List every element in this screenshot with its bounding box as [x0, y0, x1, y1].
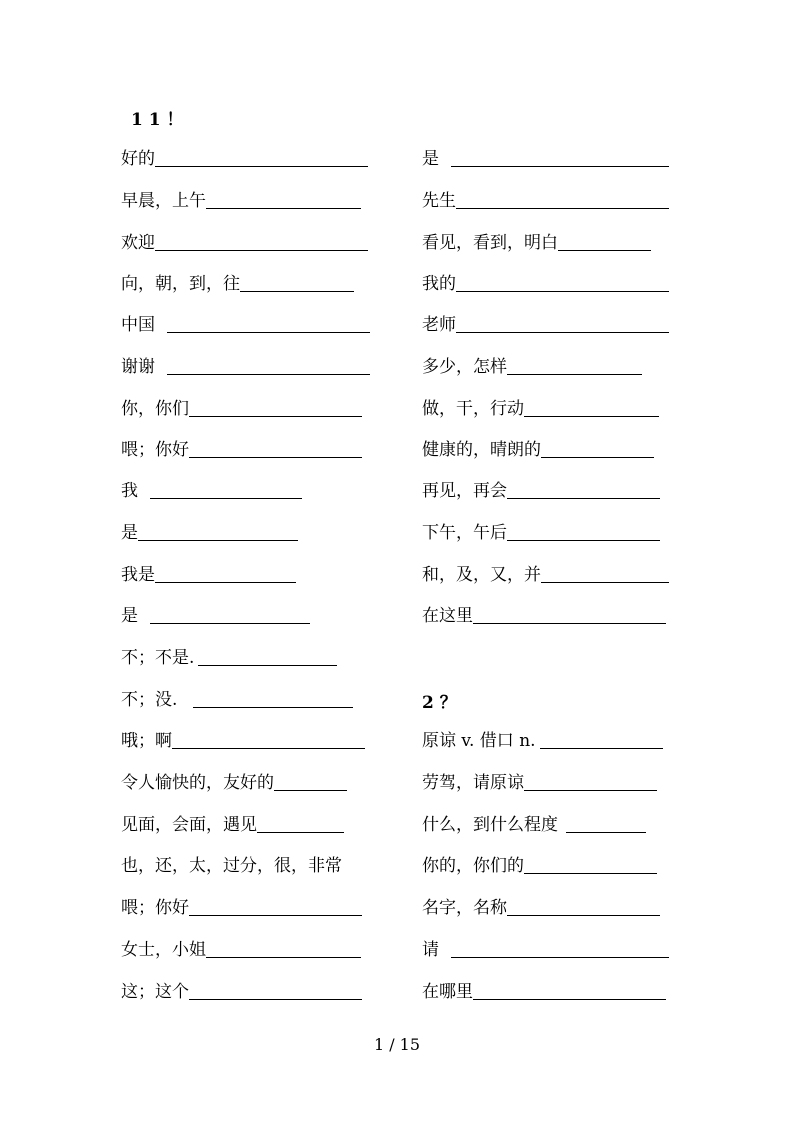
answer-blank[interactable]: [193, 689, 353, 708]
vocab-label: 是: [121, 523, 138, 543]
vocab-label: 不；不是.: [121, 648, 195, 668]
vocab-entry: [121, 771, 347, 795]
vocab-label: 不；没.: [121, 690, 178, 710]
answer-blank[interactable]: [274, 772, 347, 791]
vocab-entry: [422, 813, 646, 837]
answer-blank[interactable]: [172, 730, 365, 749]
answer-blank[interactable]: [150, 480, 302, 499]
vocab-entry: [121, 980, 362, 1004]
vocab-entry: [422, 231, 651, 255]
vocab-entry: [121, 646, 337, 670]
vocab-label: 劳驾，请原谅: [422, 773, 524, 793]
vocab-entry: [121, 896, 362, 920]
vocab-label: 请: [422, 940, 439, 960]
vocab-entry: [121, 854, 342, 878]
unit1-heading: 1 1 ！: [131, 110, 184, 130]
vocab-label: 是: [121, 606, 138, 626]
vocab-entry: [121, 729, 365, 753]
vocab-label: 见面，会面，遇见: [121, 815, 257, 835]
vocab-label: 你，你们: [121, 399, 189, 419]
vocab-label: 女士，小姐: [121, 940, 206, 960]
vocab-label: 这；这个: [121, 982, 189, 1002]
vocab-entry: [121, 189, 361, 213]
vocab-entry: [121, 272, 354, 296]
vocab-label: 哦；啊: [121, 731, 172, 751]
vocab-label: 原谅 v. 借口 n.: [422, 731, 536, 751]
vocab-label: 在这里: [422, 606, 473, 626]
vocab-entry: [121, 813, 344, 837]
vocab-label: 早晨，上午: [121, 191, 206, 211]
answer-blank[interactable]: [541, 439, 654, 458]
answer-blank[interactable]: [456, 314, 669, 333]
answer-blank[interactable]: [507, 897, 660, 916]
answer-blank[interactable]: [558, 232, 651, 251]
answer-blank[interactable]: [473, 605, 666, 624]
vocab-label: 向，朝，到，往: [121, 274, 240, 294]
vocab-label: 我是: [121, 565, 155, 585]
answer-blank[interactable]: [456, 273, 669, 292]
answer-blank[interactable]: [198, 647, 337, 666]
answer-blank[interactable]: [155, 148, 368, 167]
vocab-entry: [422, 438, 654, 462]
answer-blank[interactable]: [541, 564, 669, 583]
answer-blank[interactable]: [189, 897, 362, 916]
vocab-entry: [121, 355, 370, 379]
vocab-entry: [422, 938, 669, 962]
vocab-label: 做，干，行动: [422, 399, 524, 419]
vocab-entry: [121, 688, 353, 712]
vocab-label: 下午，午后: [422, 523, 507, 543]
vocab-entry: [121, 231, 368, 255]
vocab-label: 先生: [422, 191, 456, 211]
answer-blank[interactable]: [138, 522, 298, 541]
answer-blank[interactable]: [507, 522, 660, 541]
vocab-entry: [121, 938, 361, 962]
answer-blank[interactable]: [540, 730, 663, 749]
vocab-entry: [121, 563, 296, 587]
answer-blank[interactable]: [189, 398, 362, 417]
answer-blank[interactable]: [155, 564, 296, 583]
vocab-entry: [422, 189, 669, 213]
answer-blank[interactable]: [167, 314, 370, 333]
vocab-entry: [121, 397, 362, 421]
answer-blank[interactable]: [189, 981, 362, 1000]
answer-blank[interactable]: [524, 855, 657, 874]
answer-blank[interactable]: [257, 814, 344, 833]
vocab-label: 健康的，晴朗的: [422, 440, 541, 460]
vocab-entry: [422, 397, 659, 421]
answer-blank[interactable]: [240, 273, 354, 292]
answer-blank[interactable]: [155, 232, 368, 251]
answer-blank[interactable]: [451, 148, 669, 167]
answer-blank[interactable]: [456, 190, 669, 209]
vocab-label: 我: [121, 481, 138, 501]
vocab-entry: [121, 479, 302, 503]
answer-blank[interactable]: [206, 939, 361, 958]
vocab-entry: [121, 313, 370, 337]
answer-blank[interactable]: [524, 772, 657, 791]
vocab-entry: [422, 771, 657, 795]
vocab-entry: [422, 604, 666, 628]
page-number: 1 / 15: [373, 1035, 421, 1054]
vocab-label: 在哪里: [422, 982, 473, 1002]
vocab-label: 多少，怎样: [422, 357, 507, 377]
unit2-heading: 2 ？: [422, 693, 457, 713]
vocab-entry: [422, 563, 669, 587]
answer-blank[interactable]: [566, 814, 646, 833]
vocab-entry: [422, 479, 660, 503]
vocab-label: 也，还，太，过分，很，非常: [121, 856, 342, 876]
vocab-label: 和，及，又，并: [422, 565, 541, 585]
vocab-label: 好的: [121, 149, 155, 169]
vocab-label: 我的: [422, 274, 456, 294]
vocab-label: 你的，你们的: [422, 856, 524, 876]
vocab-label: 再见，再会: [422, 481, 507, 501]
answer-blank[interactable]: [524, 398, 659, 417]
vocab-entry: [422, 729, 663, 753]
answer-blank[interactable]: [167, 356, 370, 375]
vocab-entry: [422, 521, 660, 545]
vocab-entry: [422, 854, 657, 878]
vocab-label: 什么，到什么程度: [422, 815, 558, 835]
vocab-entry: [422, 355, 642, 379]
answer-blank[interactable]: [150, 605, 310, 624]
answer-blank[interactable]: [507, 356, 642, 375]
vocab-label: 看见，看到，明白: [422, 233, 558, 253]
answer-blank[interactable]: [206, 190, 361, 209]
vocab-entry: [422, 313, 669, 337]
vocab-label: 是: [422, 149, 439, 169]
vocab-label: 名字，名称: [422, 898, 507, 918]
answer-blank[interactable]: [451, 939, 669, 958]
answer-blank[interactable]: [189, 439, 362, 458]
vocab-entry: [422, 896, 660, 920]
vocab-label: 喂；你好: [121, 898, 189, 918]
vocab-label: 令人愉快的，友好的: [121, 773, 274, 793]
vocab-label: 老师: [422, 315, 456, 335]
answer-blank[interactable]: [507, 480, 660, 499]
vocab-label: 谢谢: [121, 357, 155, 377]
answer-blank[interactable]: [473, 981, 666, 1000]
vocab-label: 中国: [121, 315, 155, 335]
vocab-entry: [422, 147, 669, 171]
vocab-label: 欢迎: [121, 233, 155, 253]
vocab-entry: [422, 980, 666, 1004]
vocab-entry: [121, 438, 362, 462]
vocab-label: 喂；你好: [121, 440, 189, 460]
vocab-entry: [121, 604, 310, 628]
vocab-entry: [422, 272, 669, 296]
vocab-entry: [121, 147, 368, 171]
vocab-entry: [121, 521, 298, 545]
